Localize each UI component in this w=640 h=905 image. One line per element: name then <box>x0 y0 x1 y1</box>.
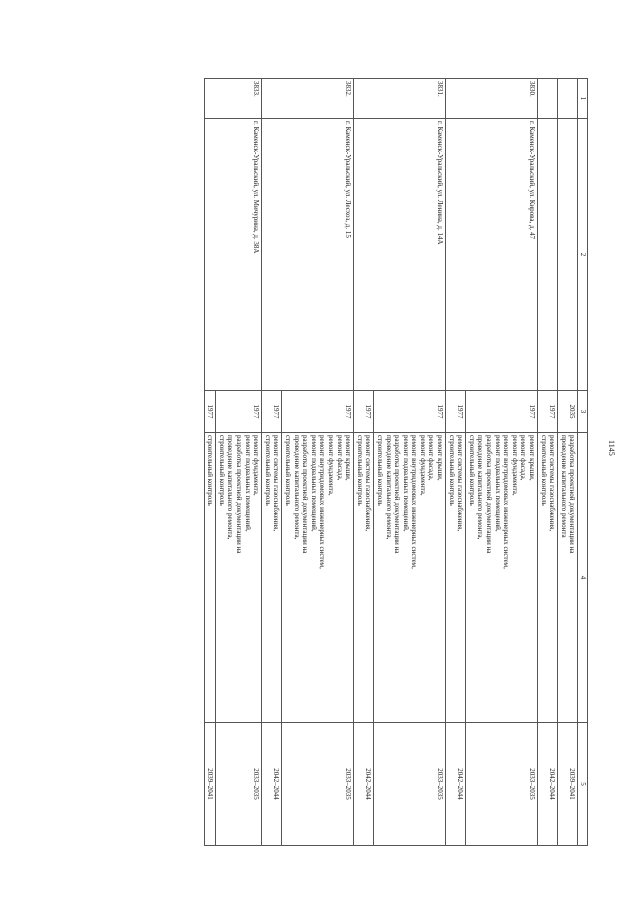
year-cell: 1977 <box>354 391 374 433</box>
work-type-line: проведение капитального ремонта <box>559 435 568 538</box>
work-type-line: строительный контроль <box>206 435 215 506</box>
work-type-line: ремонт фасада, <box>519 435 528 481</box>
work-type-line: ремонт внутридомовых инженерных систем, <box>410 435 419 569</box>
header-cell: 3 <box>578 391 588 433</box>
work-type-line: ремонт крыши, <box>528 435 537 481</box>
row-number-cell: 3832. <box>262 79 354 119</box>
address-cell: г. Каменск-Уральский, ул. Мичурина, д. 38А <box>204 119 262 391</box>
work-type-line: ремонт фасада, <box>335 435 344 481</box>
work-type-cell <box>374 433 446 723</box>
table-row <box>558 79 578 846</box>
work-type-line: ремонт системы газоснабжения, <box>548 435 557 532</box>
work-type-line: ремонт системы газоснабжения, <box>272 435 281 532</box>
year-cell: 1977 <box>538 391 558 433</box>
header-cell: 2 <box>578 119 588 391</box>
work-type-line: разработка проектной документации на <box>301 435 310 554</box>
address-cell: г. Каменск-Уральский, ул. Лесхоз, д. 15 <box>262 119 354 391</box>
work-type-line: ремонт фундамента, <box>326 435 335 496</box>
period-cell: 2042–2044 <box>354 723 374 846</box>
work-type-cell <box>538 433 558 723</box>
header-row <box>578 79 588 846</box>
address-cell <box>558 119 578 391</box>
year-cell: 1977 <box>204 391 216 433</box>
work-type-line: ремонт подвальных помещений, <box>309 435 318 532</box>
work-type-line: ремонт подвальных помещений, <box>401 435 410 532</box>
row-number-cell <box>558 79 578 119</box>
work-type-line: строительный контроль <box>263 435 272 506</box>
work-type-cell <box>262 433 282 723</box>
period-cell: 2042–2044 <box>446 723 466 846</box>
table-row <box>282 79 354 846</box>
work-type-line: ремонт подвальных помещений, <box>493 435 502 532</box>
work-type-line: разработка проектной документации на <box>485 435 494 554</box>
work-type-cell <box>282 433 354 723</box>
year-cell: 1977 <box>466 391 538 433</box>
work-type-line: строительный контроль <box>217 435 226 506</box>
work-type-line: ремонт системы газоснабжения, <box>456 435 465 532</box>
year-cell: 1977 <box>262 391 282 433</box>
work-type-line: проведение капитального ремонта, <box>292 435 301 540</box>
period-cell: 2033–2035 <box>216 723 262 846</box>
period-cell: 2039–2041 <box>204 723 216 846</box>
work-type-line: разработка проектной документации на <box>235 435 244 554</box>
work-type-line: строительный контроль <box>355 435 364 506</box>
period-cell: 2039–2041 <box>558 723 578 846</box>
work-type-line: строительный контроль <box>467 435 476 506</box>
table-row <box>466 79 538 846</box>
work-type-line: ремонт крыши, <box>344 435 353 481</box>
work-type-line: строительный контроль <box>375 435 384 506</box>
table-body <box>204 79 587 846</box>
table-row <box>538 79 558 846</box>
work-type-line: ремонт внутридомовых инженерных систем, <box>502 435 511 569</box>
page-number-area <box>607 0 634 905</box>
period-cell: 2042–2044 <box>538 723 558 846</box>
capital-repair-table <box>204 78 588 846</box>
period-cell: 2033–2035 <box>282 723 354 846</box>
address-cell <box>538 119 558 391</box>
work-type-cell <box>204 433 216 723</box>
table-row <box>374 79 446 846</box>
work-type-line: проведение капитального ремонта, <box>226 435 235 540</box>
work-type-cell <box>354 433 374 723</box>
header-cell: 1 <box>578 79 588 119</box>
header-cell: 5 <box>578 723 588 846</box>
work-type-line: ремонт фундамента, <box>252 435 261 496</box>
work-type-line: проведение капитального ремонта, <box>476 435 485 540</box>
capital-repair-table-container <box>80 78 588 845</box>
row-number-cell: 3831. <box>354 79 446 119</box>
work-type-line: разработка проектной документации на <box>393 435 402 554</box>
work-type-line: строительный контроль <box>447 435 456 506</box>
address-cell: г. Каменск-Уральский, ул. Ленина, д. 14А <box>354 119 446 391</box>
work-type-cell <box>446 433 466 723</box>
work-type-line: разработка проектной документации на <box>568 435 577 554</box>
work-type-line: ремонт фундамента, <box>510 435 519 496</box>
year-cell: 1977 <box>446 391 466 433</box>
page-number: 1145 <box>607 440 616 456</box>
period-cell: 2042–2044 <box>262 723 282 846</box>
year-cell: 2035 <box>558 391 578 433</box>
work-type-line: ремонт фасада, <box>427 435 436 481</box>
row-number-cell: 3830. <box>446 79 538 119</box>
work-type-line: строительный контроль <box>539 435 548 506</box>
work-type-line: проведение капитального ремонта, <box>384 435 393 540</box>
year-cell: 1977 <box>216 391 262 433</box>
work-type-line: ремонт подвальных помещений, <box>243 435 252 532</box>
work-type-line: ремонт фундамента, <box>418 435 427 496</box>
address-cell: г. Каменск-Уральский, ул. Кирова, д. 47 <box>446 119 538 391</box>
table-row <box>216 79 262 846</box>
header-cell: 4 <box>578 433 588 723</box>
work-type-line: ремонт системы газоснабжения, <box>364 435 373 532</box>
row-number-cell <box>538 79 558 119</box>
work-type-line: ремонт внутридомовых инженерных систем, <box>318 435 327 569</box>
work-type-line: строительный контроль <box>284 435 292 506</box>
work-type-cell <box>216 433 262 723</box>
row-number-cell: 3833. <box>204 79 262 119</box>
year-cell: 1977 <box>282 391 354 433</box>
work-type-cell <box>558 433 578 723</box>
period-cell: 2033–2035 <box>466 723 538 846</box>
work-type-cell <box>466 433 538 723</box>
year-cell: 1977 <box>374 391 446 433</box>
period-cell: 2033–2035 <box>374 723 446 846</box>
work-type-line: ремонт крыши, <box>436 435 445 481</box>
